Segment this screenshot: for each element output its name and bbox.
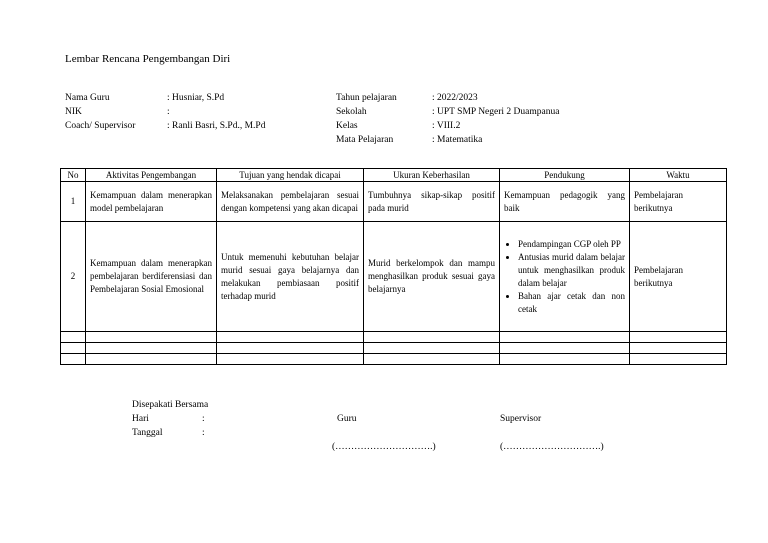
header-waktu: Waktu	[630, 169, 727, 182]
kelas-value: : VIII.2	[432, 121, 461, 131]
sekolah-label: Sekolah	[336, 107, 367, 117]
supervisor-signature-line: (………………………….)	[500, 442, 604, 452]
table-row	[61, 222, 727, 332]
kelas-label: Kelas	[336, 121, 358, 131]
guru-label: Guru	[337, 414, 357, 424]
tujuan-cell: Untuk memenuhi kebutuhan belajar murid sesuai gaya belajarnya dan melakukan pembiasaan positif terhadap murid	[217, 222, 364, 332]
header-aktivitas: Aktivitas Pengembangan	[86, 169, 217, 182]
empty-row	[61, 354, 727, 365]
header-no: No	[61, 169, 86, 182]
list-item: • Bahan ajar cetak dan non cetak	[518, 290, 625, 316]
pendukung-list	[504, 238, 625, 316]
list-item: • Antusias murid dalam belajar untuk menghasilkan produk dalam belajar	[518, 251, 625, 290]
nama-guru-label: Nama Guru	[65, 93, 110, 103]
supervisor-value: : Ranli Basri, S.Pd., M.Pd	[167, 121, 266, 131]
header-pendukung: Pendukung	[500, 169, 630, 182]
pendukung-cell: Kemampuan pedagogik yang baik	[500, 182, 630, 222]
list-item: • Pendampingan CGP oleh PP	[518, 238, 625, 251]
tanggal-colon: :	[202, 428, 205, 438]
guru-signature-line: (………………………….)	[332, 442, 436, 452]
nik-value: :	[167, 107, 170, 117]
agreed-label: Disepakati Bersama	[132, 400, 209, 410]
mapel-value: : Matematika	[432, 135, 483, 145]
row-number: 1	[61, 182, 86, 222]
table-header-row	[61, 169, 727, 182]
tujuan-cell: Melaksanakan pembelajaran sesuai dengan kompetensi yang akan dicapai	[217, 182, 364, 222]
ukuran-cell: Tumbuhnya sikap-sikap positif pada murid	[364, 182, 500, 222]
hari-label: Hari	[132, 414, 149, 424]
empty-row	[61, 332, 727, 343]
nik-label: NIK	[65, 107, 82, 117]
pendukung-cell	[500, 222, 630, 332]
nama-guru-value: : Husniar, S.Pd	[167, 93, 225, 103]
aktivitas-cell: Kemampuan dalam menerapkan pembelajaran berdiferensiasi dan Pembelajaran Sosial Emosional	[86, 222, 217, 332]
table-row	[61, 182, 727, 222]
supervisor-label: Coach/ Supervisor	[65, 121, 136, 131]
waktu-cell: Pembelajaran berikutnya	[630, 222, 727, 332]
document-title: Lembar Rencana Pengembangan Diri	[65, 53, 231, 65]
empty-row	[61, 343, 727, 354]
waktu-cell: Pembelajaran berikutnya	[630, 182, 727, 222]
hari-colon: :	[202, 414, 205, 424]
tahun-label: Tahun pelajaran	[336, 93, 397, 103]
supervisor-sign-label: Supervisor	[500, 414, 542, 424]
tanggal-label: Tanggal	[132, 428, 163, 438]
header-ukuran: Ukuran Keberhasilan	[364, 169, 500, 182]
development-plan-table	[60, 168, 727, 365]
sekolah-value: : UPT SMP Negeri 2 Duampanua	[432, 107, 560, 117]
mapel-label: Mata Pelajaran	[336, 135, 394, 145]
header-tujuan: Tujuan yang hendak dicapai	[217, 169, 364, 182]
tahun-value: : 2022/2023	[432, 93, 478, 103]
ukuran-cell: Murid berkelompok dan mampu menghasilkan produk sesuai gaya belajarnya	[364, 222, 500, 332]
aktivitas-cell: Kemampuan dalam menerapkan model pembelajaran	[86, 182, 217, 222]
row-number: 2	[61, 222, 86, 332]
